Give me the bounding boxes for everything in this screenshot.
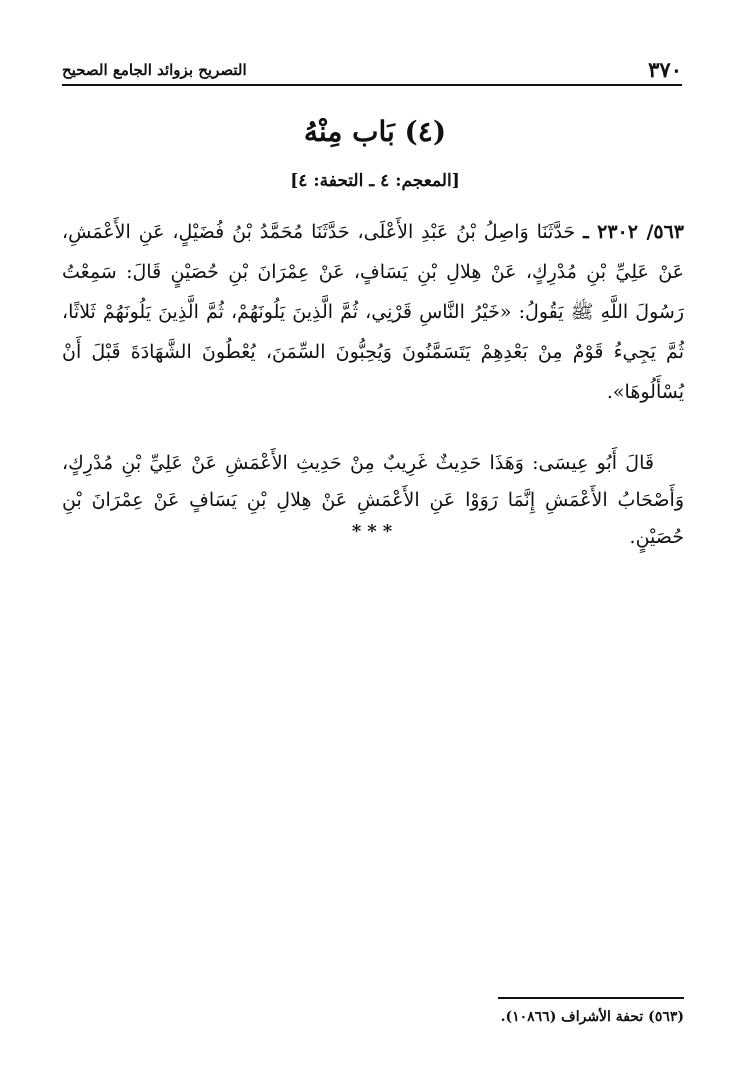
commentary-paragraph: قَالَ أَبُو عِيسَى: وَهَذَا حَدِيثٌ غَرِيبٌ مِنْ حَدِيثِ الأَعْمَشِ عَنْ عَلِيِّ بْنِ مُدْرِكٍ، وَأَصْحَابُ الأَعْمَشِ إِنَّمَا رَوَوْا عَنِ الأَعْمَشِ عَنْ هِلالِ بْنِ يَسَافٍ عَنْ عِمْرَانَ بْنِ حُصَيْنٍ. xyxy=(62,452,684,548)
chapter-title: (٤) بَاب مِنْهُ xyxy=(303,115,447,148)
reference-line: [المعجم: ٤ ـ التحفة: ٤] xyxy=(290,171,460,191)
hadith-paragraph xyxy=(62,212,684,412)
book-title: التصريح بزوائد الجامع الصحيح xyxy=(62,61,247,79)
hadith-text: حَدَّثَنَا وَاصِلُ بْنُ عَبْدِ الأَعْلَى، حَدَّثَنَا مُحَمَّدُ بْنُ فُضَيْلٍ، عَنِ الأَعْمَشِ، عَنْ عَلِيِّ بْنِ مُدْرِكٍ، عَنْ هِلالِ بْنِ يَسَافٍ، عَنْ عِمْرَانَ بْنِ حُصَيْنٍ قَالَ: سَمِعْتُ رَسُولَ اللَّهِ ﷺ يَقُولُ: «خَيْرُ النَّاسِ قَرْنِي، ثُمَّ الَّذِينَ يَلُونَهُمْ، ثُمَّ الَّذِينَ يَلُونَهُمْ ثَلاثًا، ثُمَّ يَجِيءُ قَوْمٌ مِنْ بَعْدِهِمْ يَتَسَمَّنُونَ وَيُحِبُّونَ السِّمَنَ، يُعْطُونَ الشَّهَادَةَ قَبْلَ أَنْ يُسْأَلُوهَا». xyxy=(62,221,684,403)
page-number: ٣٧٠ xyxy=(648,57,682,82)
footnote: (٥٦٣) تحفة الأشراف (١٠٨٦٦). xyxy=(500,1009,684,1025)
running-header xyxy=(62,58,682,86)
hadith-number: ٥٦٣/ ٢٣٠٢ ـ xyxy=(583,221,685,243)
footnote-divider xyxy=(498,997,684,999)
section-separator: *** xyxy=(351,521,399,542)
